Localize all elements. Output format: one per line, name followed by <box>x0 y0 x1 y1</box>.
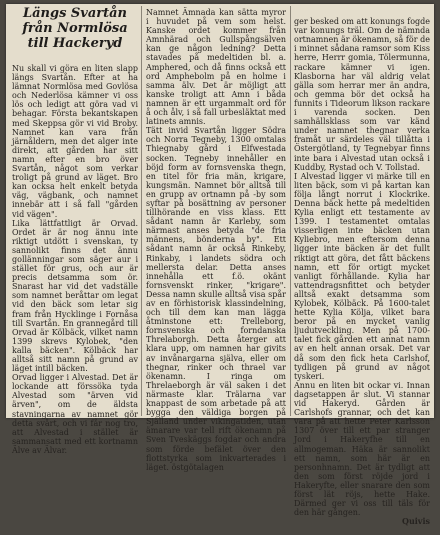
article-column-2: Namnet Ämnada kan sätta myror i huvudet på vem som helst. Kanske ordet kommer från Amnhärad och Gullspångsälven kan ge någon ledning? Detta stavades på medeltiden bl. a. Amphered, och då finns också ett ord Amphebolm på en holme i samma älv. Det är möjligt att kanske troligt att Amn i båda namnen är ett urgammalt ord för å och ålv, i så fall urbesläktat med latinets amnis. Tätt invid Svartån ligger Södra och Norra Tegneby, 1300 omtalas Thiegnaby gård i Elfwestada socken. Tegneby innehåller en böjd form av fornsvenska thegn, en titel för fria män, krigare, kungsmän. Namnet bör alltså till en grupp av ortnamn på -by som syftar på bosättning av personer tillhörande en viss klass. Ett sådant namn är Karleby, som närmast anses betyda "de fria männens, bönderna by". Ett sådant namn är också Rinkeby, Rinkaby, i landets södra och mellersta delar. Detta anses innehålla ett f.ö. okänt fornsvenskt rinker, "krigare". Dessa namn skulle alltså visa spår av en förhistorisk klassindelning, och till dem kan man lägga åtminstone ett: Trelleborg, fornsvenska och forndanska Threlaborgh. Detta återger att klara upp, om namnen har givits av invånargarna själva, eller om thegnar, rinker och thrael var ökenamn. I ringa om Threlaeborgh är väl saken i det närmaste klar. Trälarna var knappast de som arbetade på att bygga den väldiga borgen på Själland under vikingatiden, utan ämarare var tell rift ökenamn på Sven Tveskäggs fogdar och andra som förde befälet över den flottstyrka som inkvarterades i läget. östgötalagen <box>146 8 286 472</box>
newspaper-clipping <box>6 4 434 527</box>
article-column-1: Nu skall vi göra en liten slapp längs Svartån. Efter at ha lämnat Normlösa med Govlösa och Nederlösa kämner vi oss lös och ledigt att göra vad vi behagar. Första bekantskapen med Skeppsa gör vi vid Broby. Namnet kan vara från järnåldern, men det alger inte direkt, att gården har sitt namn efter en bro över Svartån, något som verkar troligt på grund av läget. Bro kan ocksa helt enkelt betyda väg, vägbank, och namnet innebär att i så fall "gården vid vägen". Lika lättfattligt är Orvad. Ordet är är nog ännu inte riktigt utdött i svenskan, ty sannolikt finns det ännu gollänningar som säger aur i stället för grus, och aur är precis detsamma som ör. Snarast har vid det vadställe som namnet beråttar om legat vid den bäck som letar sig fram från Hycklinge i Fornåsa till Svartån. En grannegård till Orvad är Kölbäck, vilket namn 1399 skrevs Kylobek, "den kalla bäcken". Kölbäck har alltså sitt namn på grund av läget intill bäcken. Orvad ligger i Alvestad. Det är lockande att förssöka tyda Alvestad som "ärven vid ärven", om de äldsta stavningarna av namnet gör detta svårt, och vi får nog tro, att Alvestad i stället är sammansatt med ett kortnamn Älve av Älvar. <box>12 64 138 455</box>
headline-line-2: från Normlösa <box>22 21 128 36</box>
article-column-3 <box>294 8 430 535</box>
author-signature: Quivis <box>401 516 430 527</box>
article-headline <box>12 6 138 51</box>
headline-line-3: till Hackeryd <box>27 36 123 51</box>
column-3-text: ger besked om att konungs fogde var konungs träl. Om de nämnda ortnamnen är ökenamn, så för de i minnet sådana ramsor som Kiss herre, Herrr gomia, Tölermunna, rackare kämner vi igen. Klasborna har väl aldrig velat gälla som herrar mer än andra, och gemma bör det också ha funnits i Tideorum likson rackare i varenda socken. Den samhällsklass som var känd under namnet thegnar verka framåt ur särdeles väl tillåtta i Östergötland, ty Tegnebyar finns inte bara i Alvestad utan också i Kuddby, Rystad och V. Tollstad. I Alvestad ligger vi märke till en liten bäck, som vi på kartan kan följa långt norrut i Klockrike. Denna bäck hette på medeltiden Kylia enligt ett testamente av 1399. I testamentet omtalas visserligen inte bäcken utan Kyliebro, men eftersom denna ligger inte bäcken är det fullt riktigt att göra, det fått bäckens namn, ett för ortigt mycket vanligt förhållande. Kylia har vattendragsnfittet och betyder alltså exakt detsamma som Kylobek, Kölbäck. På 1600-talet hette Kylia Kölja, vilket bara beror på en mycket vanlig ljudutveckling. Men på 1700-talet fick gården ett annat namn av en helt annan orsak. Det var då som den fick heta Carlshof, tydligen på grund av något tyskeri. Annu en liten bit ockar vi. Innan dagsetappen är slut. Vi stannar vid Hakeryd. Gården är Carlshofs grannar, och det kan vara på att hette Peter Karlsson 1307 över till ett par stranger Jord i Hakeryfhe till en allmogeman. Häka är sannolikt ett namn, som här är en personhnamn. Det är tydligt att den som först röjde jord i Hakeryfte, eller snarare den som först lät röjs, hette Hake. Därmed ger vi oss till täls för den här gången. <box>294 17 430 518</box>
column-divider <box>290 6 291 416</box>
headline-line-1: Längs Svartån <box>22 6 128 21</box>
column-divider <box>141 6 142 416</box>
